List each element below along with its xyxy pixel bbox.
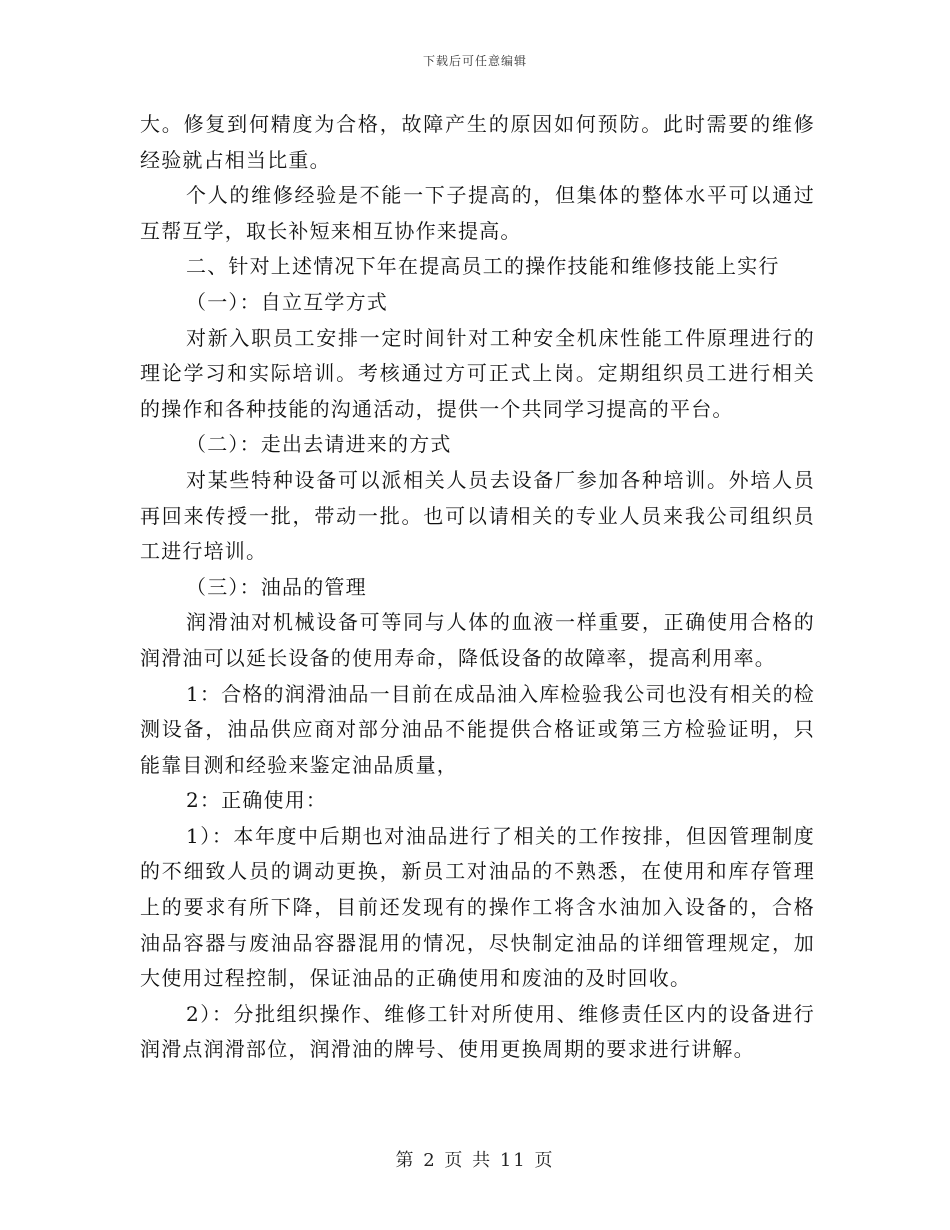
section-heading-2: （二）：走出去请进来的方式 — [186, 432, 452, 457]
paragraph-11: 2：正确使用： — [186, 788, 328, 813]
paragraph-5: 对新入职员工安排一定时间针对工种安全机床性能工件原理进行的理论学习和实际培训。考核通过方可正式上岗。定期组织员工进行相关的操作和各种技能的沟通活动，提供一个共同学习提高的平台。 — [140, 325, 815, 421]
page-header: 下载后可任意编辑 — [422, 54, 527, 68]
paragraph-9: 润滑油对机械设备可等同与人体的血液一样重要，正确使用合格的润滑油可以延长设备的使用寿命，降低设备的故障率，提高利用率。 — [140, 610, 815, 670]
paragraph-7: 对某些特种设备可以派相关人员去设备厂参加各种培训。外培人员再回来传授一批，带动一批。也可以请相关的专业人员来我公司组织员工进行培训。 — [140, 467, 815, 564]
page-footer: 第 2 页 共 11 页 — [395, 1150, 555, 1171]
paragraph-3: 二、针对上述情况下年在提高员工的操作技能和维修技能上实行 — [186, 254, 780, 279]
paragraph-1: 大。修复到何精度为合格，故障产生的原因如何预防。此时需要的维修经验就占相当比重。 — [140, 112, 815, 172]
paragraph-2: 个人的维修经验是不能一下子提高的，但集体的整体水平可以通过互帮互学，取长补短来相互协作来提高。 — [140, 183, 815, 243]
section-heading-1: （一）：自立互学方式 — [186, 289, 388, 314]
section-heading-3: （三）：油品的管理 — [186, 574, 367, 599]
document-body — [140, 107, 815, 1068]
paragraph-12: 1）：本年度中后期也对油品进行了相关的工作按排，但因管理制度的不细致人员的调动更换，新员工对油品的不熟悉，在使用和库存管理上的要求有所下降，目前还发现有的操作工将含水油加入设备的，合格油品容器与废油品容器混用的情况，尽快制定油品的详细管理规定，加大使用过程控制，保证油品的正确使用和废油的及时回收。 — [140, 823, 815, 991]
paragraph-10: 1：合格的润滑油品一目前在成品油入库检验我公司也没有相关的检测设备，油品供应商对部分油品不能提供合格证或第三方检验证明，只能靠目测和经验来鉴定油品质量， — [140, 681, 815, 777]
paragraph-13: 2）：分批组织操作、维修工针对所使用、维修责任区内的设备进行润滑点润滑部位，润滑油的牌号、使用更换周期的要求进行讲解。 — [140, 1001, 815, 1062]
